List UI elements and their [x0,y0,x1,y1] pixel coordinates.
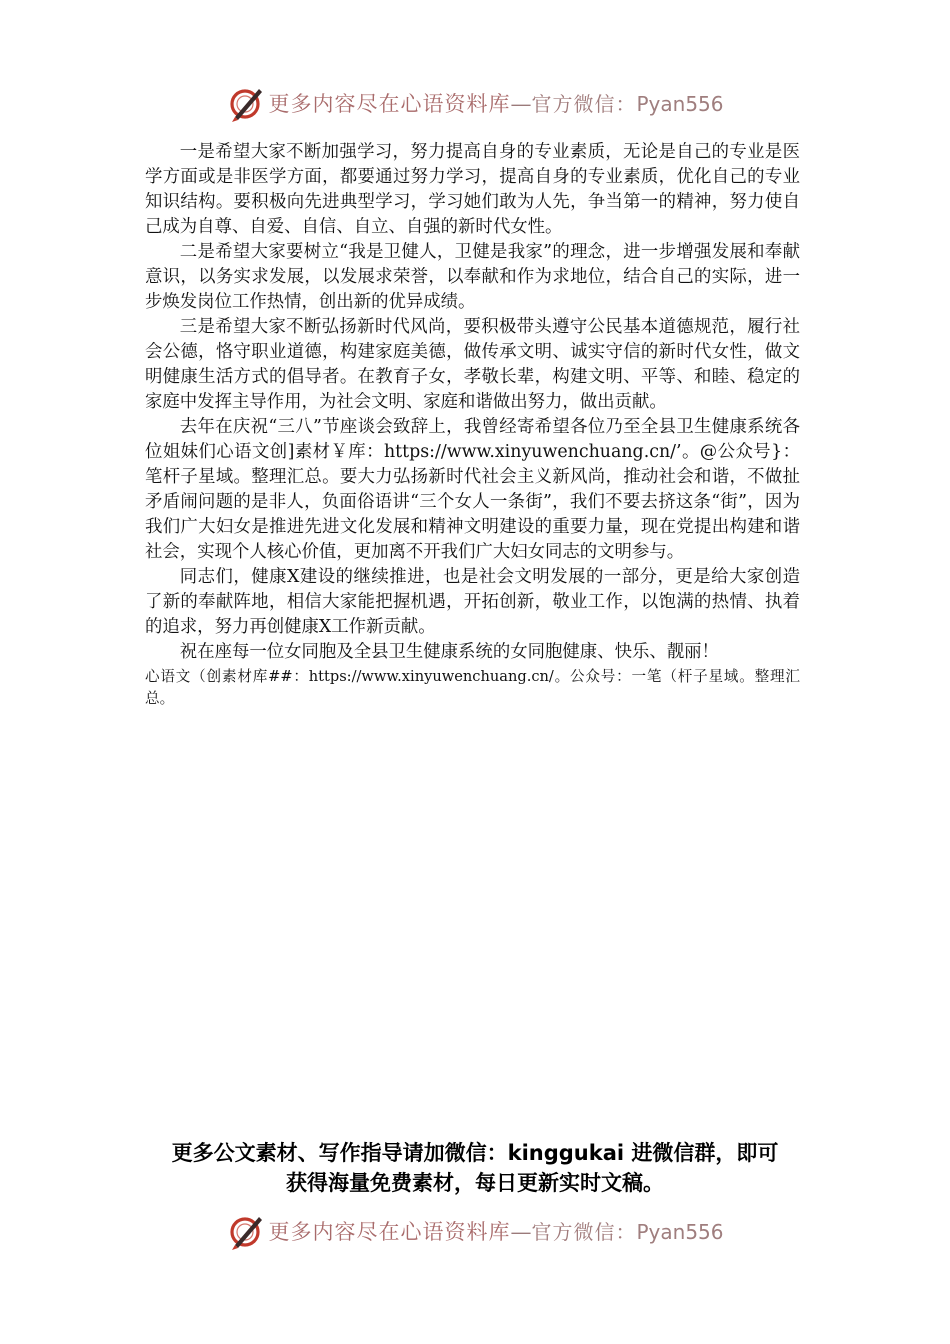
footer-banner [0,1208,950,1254]
paragraph-5: 同志们，健康X建设的继续推进，也是社会文明发展的一部分，更是给大家创造了新的奉献阵地，相信大家能把握机遇，开拓创新，敬业工作，以饱满的热情、执着的追求，努力再创健康X工作新贡献。 [145,567,800,637]
footer-wechat-label: 官方微信： [531,1220,637,1244]
paragraph-1: 一是希望大家不断加强学习，努力提高自身的专业素质，无论是自己的专业是医学方面或是非医学方面，都要通过努力学习，提高自身的专业素质，优化自己的专业知识结构。要积极向先进典型学习，学习她们敢为人先，争当第一的精神，努力使自己成为自尊、自爱、自信、自立、自强的新时代女性。 [145,142,800,237]
paragraph-4: 去年在庆祝“三八”节座谈会致辞上，我曾经寄希望各位乃至全县卫生健康系统各位姐妹们心语文创]素材￥库：https://www.xinyuwenchuang.cn/’。@公众号}：笔杆子星域。整理汇总。要大力弘扬新时代社会主义新风尚，推动社会和谐，不做扯矛盾闹问题的是非人，负面俗语讲“三个女人一条街”，我们不要去挤这条“街”，因为我们广大妇女是推进先进文化发展和精神文明建设的重要力量，现在党提出构建和谐社会，实现个人核心价值，更加离不开我们广大妇女同志的文明参与。 [145,417,800,562]
footer-site-name: 更多内容尽在心语资料库 [268,1220,511,1244]
source-note: 心语文（创素材库##：https://www.xinyuwenchuang.cn/。公众号：一笔（杆子星域。整理汇总。 [145,668,800,707]
header-banner [0,80,950,126]
banner-separator: — [510,92,532,116]
footer-banner-text [268,1216,723,1246]
banner-site-name: 更多内容尽在心语资料库 [268,92,511,116]
document-body [145,140,800,710]
footer-wechat-id: Pyan556 [636,1220,724,1244]
footer-separator: — [510,1220,532,1244]
banner-site-text [268,88,723,118]
banner-wechat-label: 官方微信： [531,92,637,116]
paragraph-3: 三是希望大家不断弘扬新时代风尚，要积极带头遵守公民基本道德规范，履行社会公德，恪守职业道德，构建家庭美德，做传承文明、诚实守信的新时代女性，做文明健康生活方式的倡导者。在教育子女，孝敬长辈，构建文明、平等、和睦、稳定的家庭中发挥主导作用，为社会文明、家庭和谐做出努力，做出贡献。 [145,317,800,412]
paragraph-6: 祝在座每一位女同胞及全县卫生健康系统的女同胞健康、快乐、靓丽！ [179,642,719,662]
pen-logo-icon [226,1211,266,1251]
pen-logo-icon [226,83,266,123]
banner-wechat-id: Pyan556 [636,92,724,116]
promo-line-1: 更多公文素材、写作指导请加微信：kinggukai 进微信群，即可 [171,1141,779,1165]
promo-line-2: 获得海量免费素材，每日更新实时文稿。 [286,1171,664,1195]
paragraph-2: 二是希望大家要树立“我是卫健人，卫健是我家”的理念，进一步增强发展和奉献意识，以务实求发展，以发展求荣誉，以奉献和作为求地位，结合自己的实际，进一步焕发岗位工作热情，创出新的优异成绩。 [145,242,800,312]
promo-text [0,1138,950,1198]
